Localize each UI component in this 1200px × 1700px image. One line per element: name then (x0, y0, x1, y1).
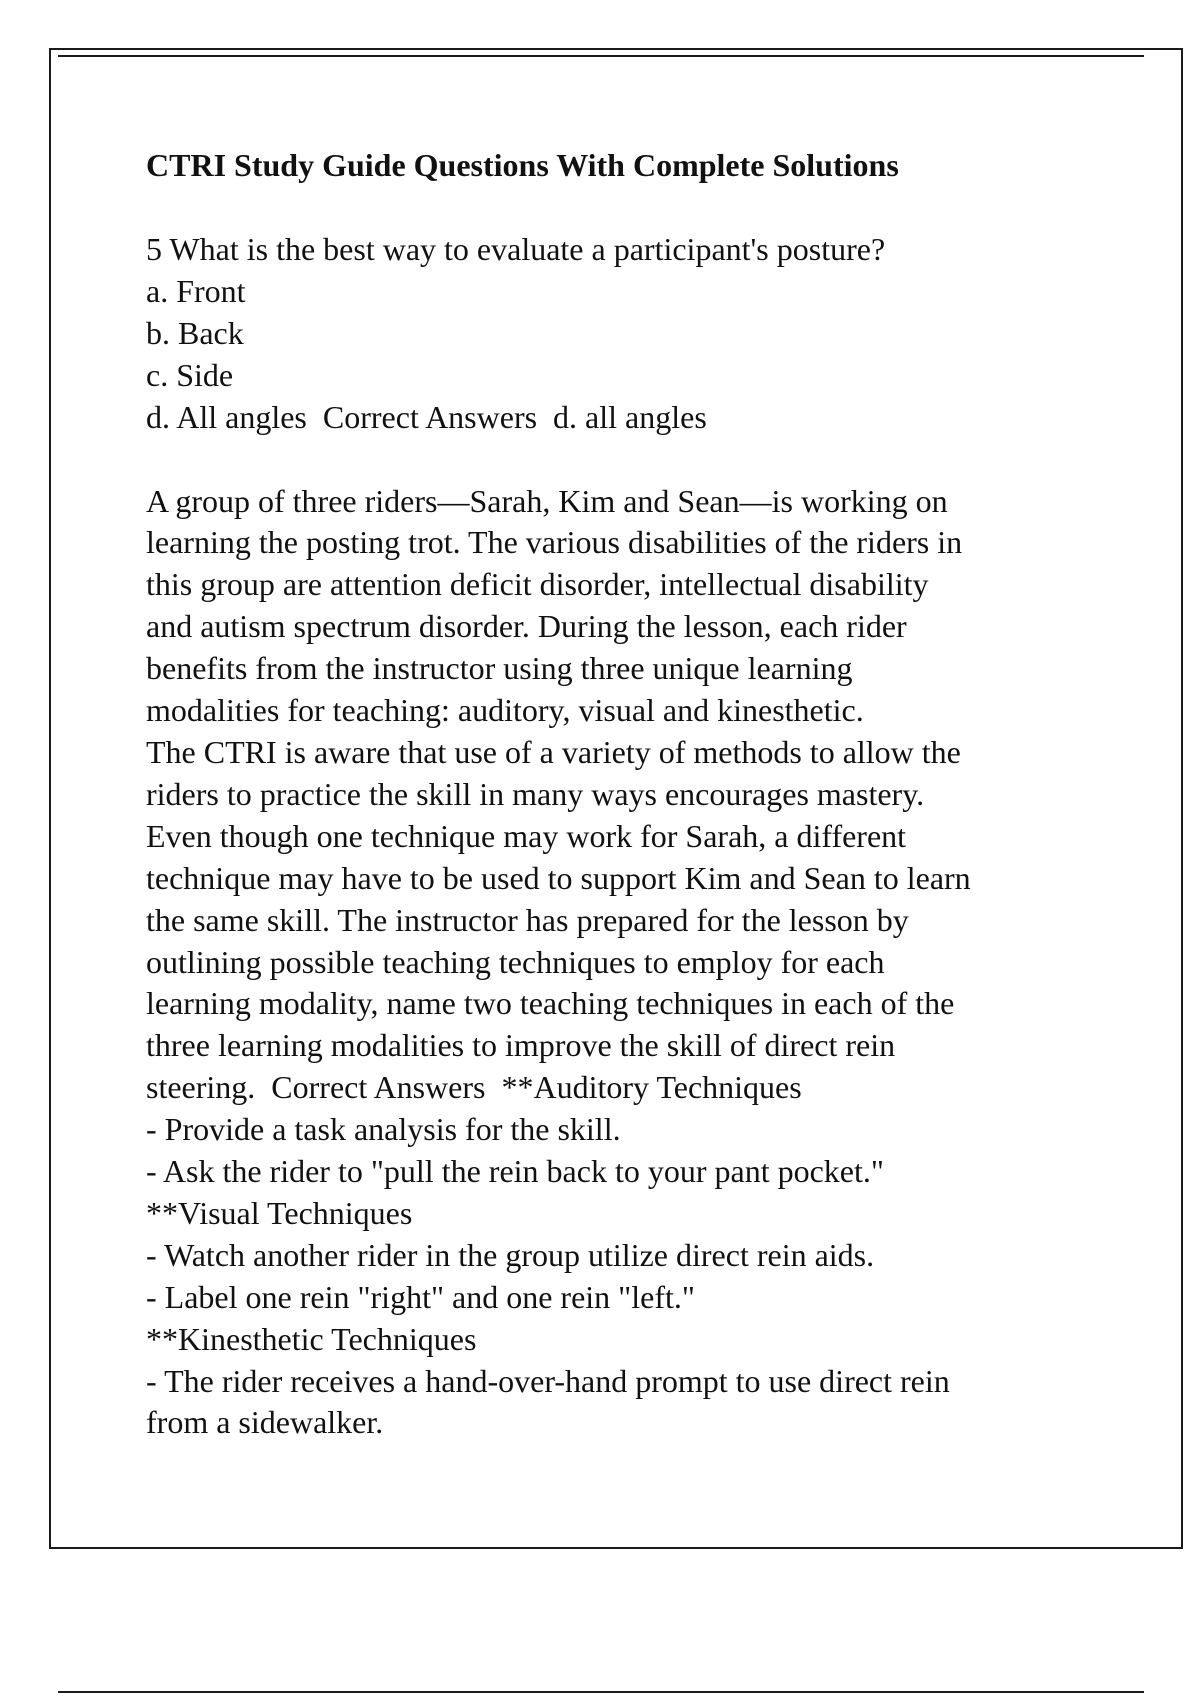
footer-rule (58, 1691, 1144, 1693)
question-line: outlining possible teaching techniques to employ for each (146, 943, 885, 980)
question-line: technique may have to be used to support Kim and Sean to learn (146, 859, 971, 896)
document-title: CTRI Study Guide Questions With Complete Solutions (146, 147, 899, 183)
question-line: three learning modalities to improve the skill of direct rein (146, 1027, 896, 1064)
answer-option: b. Back (146, 314, 244, 351)
answer-line: - Label one rein "right" and one rein "left." (146, 1278, 695, 1315)
answer-line: - The rider receives a hand-over-hand prompt to use direct rein (146, 1362, 950, 1399)
question-block-2 (146, 481, 1106, 1445)
question-text: 5 What is the best way to evaluate a participant's posture? (146, 231, 886, 267)
question-line: Even though one technique may work for Sarah, a different (146, 817, 907, 854)
question-line: learning the posting trot. The various disabilities of the riders in (146, 524, 963, 561)
answer-line: from a sidewalker. (146, 1404, 384, 1441)
question-block-1 (146, 229, 1106, 439)
header-rule (58, 55, 1144, 57)
answer-heading: **Visual Techniques (146, 1194, 413, 1231)
document-body (146, 145, 1106, 1444)
question-line-with-answer: steering. Correct Answers **Auditory Techniques (146, 1069, 802, 1106)
question-line: the same skill. The instructor has prepared for the lesson by (146, 901, 909, 938)
question-line: The CTRI is aware that use of a variety of methods to allow the (146, 733, 961, 770)
answer-line: - Ask the rider to "pull the rein back to your pant pocket." (146, 1153, 884, 1190)
question-line: learning modality, name two teaching techniques in each of the (146, 985, 955, 1022)
spacer (146, 439, 1106, 481)
answer-option-with-correct-answer: d. All angles Correct Answers d. all angles (146, 398, 707, 435)
answer-line: - Watch another rider in the group utilize direct rein aids. (146, 1236, 875, 1273)
answer-heading: **Kinesthetic Techniques (146, 1320, 477, 1357)
question-line: and autism spectrum disorder. During the lesson, each rider (146, 608, 907, 645)
answer-line: - Provide a task analysis for the skill. (146, 1111, 621, 1148)
question-line: this group are attention deficit disorder, intellectual disability (146, 566, 929, 603)
spacer (146, 187, 1106, 229)
question-line: modalities for teaching: auditory, visual and kinesthetic. (146, 692, 864, 729)
question-line: benefits from the instructor using three unique learning (146, 650, 853, 687)
answer-option: c. Side (146, 356, 234, 393)
question-line: A group of three riders—Sarah, Kim and Sean—is working on (146, 482, 948, 519)
question-line: riders to practice the skill in many ways encourages mastery. (146, 775, 925, 812)
answer-option: a. Front (146, 272, 246, 309)
